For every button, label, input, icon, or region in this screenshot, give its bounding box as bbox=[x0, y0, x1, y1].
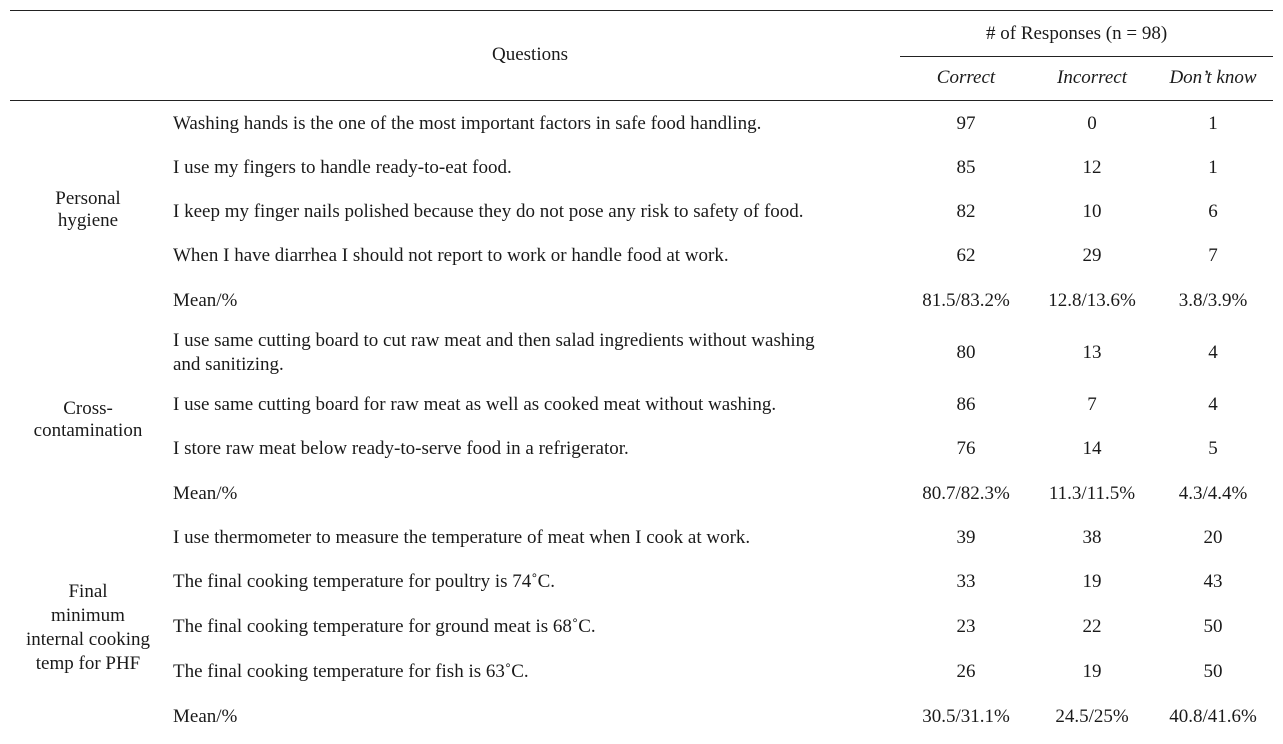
mean-label: Mean/% bbox=[173, 483, 238, 504]
question-text: I use same cutting board to cut raw meat and then salad ingredients without washing bbox=[173, 330, 815, 351]
mean-label: Mean/% bbox=[173, 706, 238, 727]
incorrect-cell: 12 bbox=[1082, 157, 1102, 178]
correct-cell: 26 bbox=[956, 661, 976, 682]
group-label-line: hygiene bbox=[57, 210, 119, 231]
dontknow-cell: 4 bbox=[1208, 394, 1218, 415]
top-rule bbox=[10, 10, 1273, 11]
question-text: When I have diarrhea I should not report to work or handle food at work. bbox=[173, 245, 729, 266]
mean-label: Mean/% bbox=[173, 290, 238, 311]
incorrect-cell: 10 bbox=[1082, 201, 1102, 222]
question-text: The final cooking temperature for poultry is 74˚C. bbox=[173, 571, 556, 592]
correct-cell: 76 bbox=[956, 438, 976, 459]
correct-cell: 80 bbox=[956, 342, 976, 363]
responses-subrule bbox=[900, 56, 1273, 57]
question-text: I use thermometer to measure the temperature of meat when I cook at work. bbox=[173, 527, 751, 548]
correct-cell: 23 bbox=[956, 616, 976, 637]
incorrect-cell: 22 bbox=[1082, 616, 1102, 637]
dontknow-cell: 7 bbox=[1208, 245, 1218, 266]
header-dontknow: Don’t know bbox=[1169, 67, 1257, 88]
incorrect-cell: 19 bbox=[1082, 571, 1102, 592]
dontknow-cell: 1 bbox=[1208, 157, 1218, 178]
incorrect-cell: 38 bbox=[1082, 527, 1102, 548]
header-responses: # of Responses (n = 98) bbox=[986, 23, 1168, 44]
mean-incorrect: 11.3/11.5% bbox=[1048, 483, 1136, 504]
correct-cell: 86 bbox=[956, 394, 976, 415]
group-label-line: contamination bbox=[33, 420, 143, 441]
group-label-line: Personal bbox=[55, 188, 121, 209]
correct-cell: 33 bbox=[956, 571, 976, 592]
header-questions: Questions bbox=[492, 44, 568, 65]
dontknow-cell: 6 bbox=[1208, 201, 1218, 222]
group-label-line: temp for PHF bbox=[35, 653, 141, 674]
correct-cell: 85 bbox=[956, 157, 976, 178]
group-label-personal-hygiene bbox=[8, 188, 168, 232]
question-text: Washing hands is the one of the most important factors in safe food handling. bbox=[173, 113, 762, 134]
group-label-final-temp bbox=[8, 580, 168, 676]
mean-correct: 80.7/82.3% bbox=[922, 483, 1010, 504]
question-text: I use same cutting board for raw meat as well as cooked meat without washing. bbox=[173, 394, 777, 415]
dontknow-cell: 50 bbox=[1203, 616, 1223, 637]
dontknow-cell: 20 bbox=[1203, 527, 1223, 548]
question-text: and sanitizing. bbox=[173, 354, 284, 375]
correct-cell: 82 bbox=[956, 201, 976, 222]
incorrect-cell: 0 bbox=[1087, 113, 1097, 134]
question-text: I use my fingers to handle ready-to-eat food. bbox=[173, 157, 512, 178]
dontknow-cell: 43 bbox=[1203, 571, 1223, 592]
incorrect-cell: 14 bbox=[1082, 438, 1102, 459]
question-text: The final cooking temperature for fish is 63˚C. bbox=[173, 661, 529, 682]
correct-cell: 62 bbox=[956, 245, 976, 266]
header-bottom-rule bbox=[10, 100, 1273, 101]
group-label-line: Cross- bbox=[63, 398, 113, 419]
mean-correct: 30.5/31.1% bbox=[922, 706, 1010, 727]
mean-dontknow: 40.8/41.6% bbox=[1169, 706, 1257, 727]
group-label-line: Final bbox=[68, 581, 108, 602]
mean-incorrect: 12.8/13.6% bbox=[1048, 290, 1136, 311]
header-incorrect: Incorrect bbox=[1057, 67, 1127, 88]
mean-dontknow: 3.8/3.9% bbox=[1178, 290, 1248, 311]
incorrect-cell: 19 bbox=[1082, 661, 1102, 682]
incorrect-cell: 7 bbox=[1087, 394, 1097, 415]
incorrect-cell: 13 bbox=[1082, 342, 1102, 363]
mean-incorrect: 24.5/25% bbox=[1055, 706, 1129, 727]
correct-cell: 97 bbox=[956, 113, 976, 134]
header-correct: Correct bbox=[936, 67, 996, 88]
dontknow-cell: 4 bbox=[1208, 342, 1218, 363]
dontknow-cell: 5 bbox=[1208, 438, 1218, 459]
dontknow-cell: 1 bbox=[1208, 113, 1218, 134]
dontknow-cell: 50 bbox=[1203, 661, 1223, 682]
group-label-line: minimum bbox=[51, 605, 125, 626]
correct-cell: 39 bbox=[956, 527, 976, 548]
mean-correct: 81.5/83.2% bbox=[922, 290, 1010, 311]
mean-dontknow: 4.3/4.4% bbox=[1178, 483, 1248, 504]
question-text: I store raw meat below ready-to-serve food in a refrigerator. bbox=[173, 438, 629, 459]
group-label-line: internal cooking bbox=[26, 629, 150, 650]
group-label-cross-contamination bbox=[8, 398, 168, 442]
question-text: The final cooking temperature for ground meat is 68˚C. bbox=[173, 616, 596, 637]
incorrect-cell: 29 bbox=[1082, 245, 1102, 266]
question-text: I keep my finger nails polished because they do not pose any risk to safety of food. bbox=[173, 201, 804, 222]
